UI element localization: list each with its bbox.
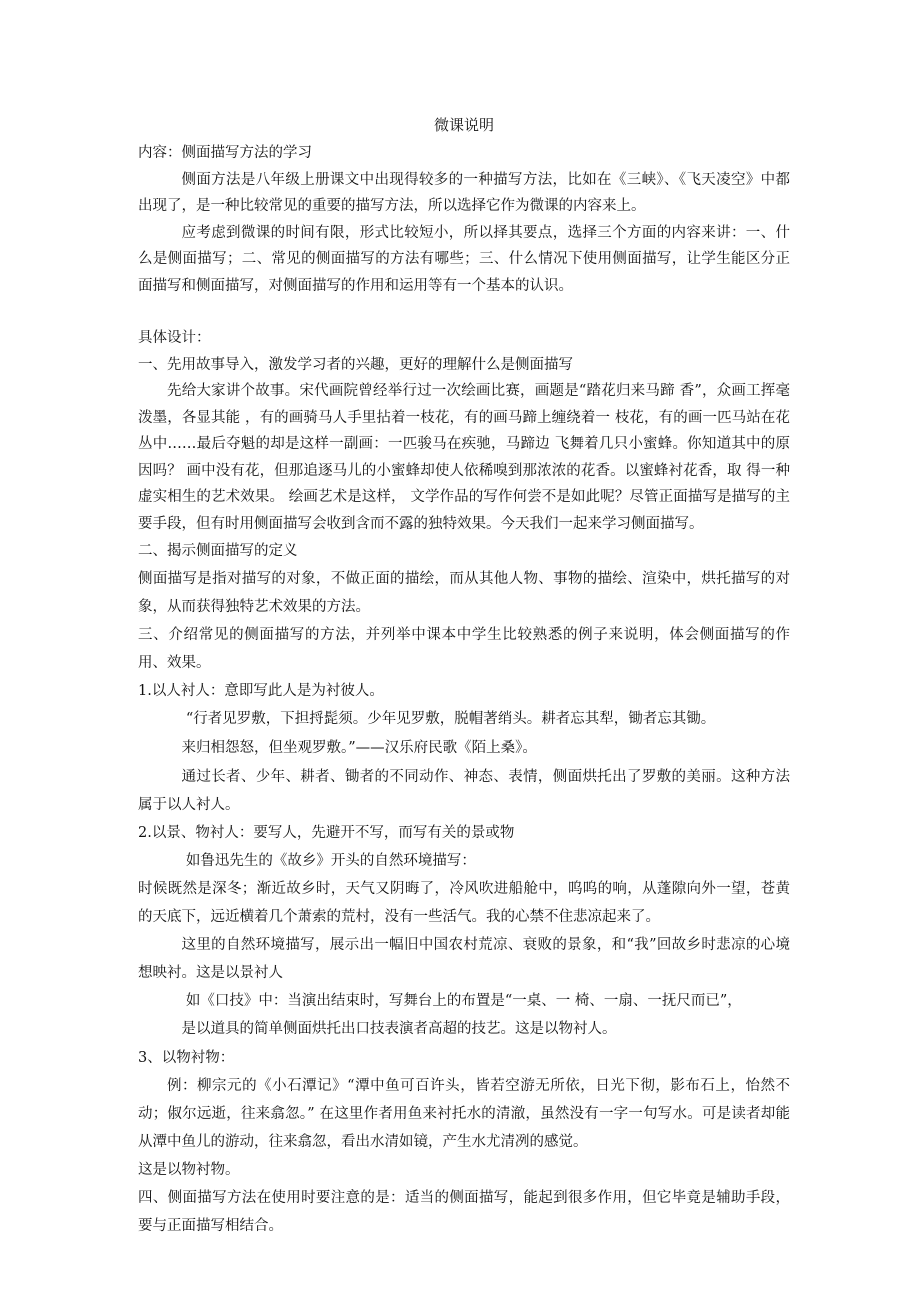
spacer <box>138 299 790 325</box>
item2-example-text: 时候既然是深冬；渐近故乡时，天气又阴晦了，冷风吹进船舱中，呜呜的响，从蓬隙向外一望，苍黄的天底下，远近横着几个萧索的荒村，没有一些活气。我的心禁不住悲凉起来了。 <box>138 881 790 925</box>
section2-body: 侧面描写是指对描写的对象，不做正面的描绘，而从其他人物、事物的描绘、渲染中，烘托描写的对象，从而获得独特艺术效果的方法。 <box>138 571 790 615</box>
section4-body: 四、侧面描写方法在使用时要注意的是：适当的侧面描写，能起到很多作用，但它毕竟是辅助手段，要与正面描写相结合。 <box>138 1190 790 1234</box>
content-label: 内容：侧面描写方法的学习 <box>138 145 312 161</box>
item1-quote-line-1: “行者见罗敷，下担捋髭须。少年见罗敷，脱帽著绡头。耕者忘其犁，锄者忘其锄。 <box>185 711 716 727</box>
intro-paragraph-1: 侧面方法是八年级上册课文中出现得较多的一种描写方法，比如在《三峡》、《飞天凌空》中都出现了，是一种比较常见的重要的描写方法，所以选择它作为微课的内容来上。 <box>138 171 790 214</box>
document-body <box>138 110 790 1240</box>
item2-explanation-2: 是以道具的简单侧面烘托出口技表演者高超的技艺。这是以物衬人。 <box>181 1021 617 1037</box>
item3-conclusion: 这是以物衬物。 <box>138 1162 240 1178</box>
section1-heading: 一、先用故事导入，激发学习者的兴趣，更好的理解什么是侧面描写 <box>138 356 573 373</box>
item2-explanation: 这里的自然环境描写，展示出一幅旧中国农村荒凉、衰败的景象，和“我”回故乡时悲凉的心境想映衬。这是以景衬人 <box>138 937 790 981</box>
item1-explanation: 通过长者、少年、耕者、锄者的不同动作、神态、表情，侧面烘托出了罗敷的美丽。这种方法属于以人衬人。 <box>138 769 790 813</box>
item2-example-2: 如《口技》中：当演出结束时，写舞台上的布置是“一桌、一 椅、一扇、一抚尺而已”， <box>185 993 742 1009</box>
section1-body: 先给大家讲个故事。宋代画院曾经举行过一次绘画比赛，画题是“踏花归来马蹄 香”，众画工挥毫泼墨，各显其能 ，有的画骑马人手里拈着一枝花，有的画马蹄上缠绕着一 枝花，有的画一匹马站在花丛中……最后夺魁的却是这样一副画：一匹骏马在疾驰，马蹄边 飞舞着几只小蜜蜂。你知道其中的原因吗？ 画中没有花，但那追逐马儿的小蜜蜂却使人依稀嗅到那浓浓的花香。以蜜蜂衬花香，取 得一种虚实相生的艺术效果。 绘画艺术是这样， 文学作品的写作何尝不是如此呢？尽管正面描写是描写的主要手段，但有时用侧面描写会收到含而不露的独特效果。今天我们一起来学习侧面描写。 <box>138 383 790 532</box>
design-label: 具体设计： <box>138 330 211 346</box>
item2-example-intro: 如鲁迅先生的《故乡》开头的自然环境描写： <box>185 853 476 869</box>
section3-heading: 三、介绍常见的侧面描写的方法，并列举中课本中学生比较熟悉的例子来说明，体会侧面描写的作用、效果。 <box>138 627 790 671</box>
intro-paragraph-2: 应考虑到微课的时间有限，形式比较短小，所以择其要点，选择三个方面的内容来讲：一、什么是侧面描写；二、常见的侧面描写的方法有哪些；三、什么情况下使用侧面描写，让学生能区分正面描写和侧面描写，对侧面描写的作用和运用等有一个基本的认识。 <box>138 224 790 294</box>
item2-label: 2.以景、物衬人：要写人，先避开不写，而写有关的景或物 <box>138 825 515 841</box>
item3-label: 3、以物衬物： <box>138 1050 235 1066</box>
item1-quote-line-2: 来归相怨怒，但坐观罗敷。”——汉乐府民歌《陌上桑》。 <box>181 740 537 756</box>
item3-body: 例：柳宗元的《小石潭记》“潭中鱼可百许头，皆若空游无所依，日光下彻，影布石上，怡然不动；俶尔远逝，往来翕忽。” 在这里作者用鱼来衬托水的清澈，虽然没有一字一句写水。可是读者却能从潭中鱼儿的游动，往来翕忽，看出水清如镜，产生水尤清冽的感觉。 <box>138 1078 790 1150</box>
item1-label: 1.以人衬人：意即写此人是为衬彼人。 <box>138 683 384 699</box>
section2-heading: 二、揭示侧面描写的定义 <box>138 543 298 559</box>
document-title: 微课说明 <box>433 116 494 134</box>
